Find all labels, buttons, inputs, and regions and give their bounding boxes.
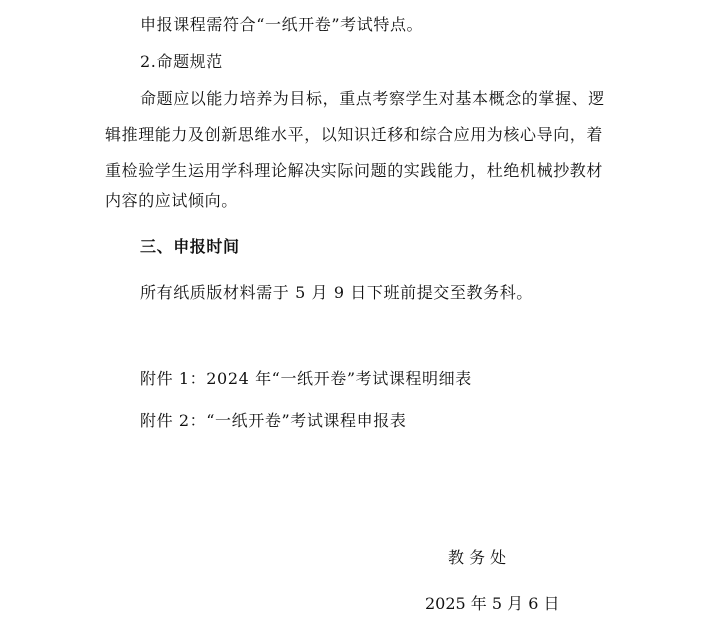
section-2-title: 2.命题规范: [140, 52, 223, 71]
attachment-2: 附件 2：“一纸开卷”考试课程申报表: [140, 411, 407, 430]
paragraph-line-2: 辑推理能力及创新思维水平，以知识迁移和综合应用为核心导向，着: [105, 125, 604, 144]
paragraph-line-4: 内容的应试倾向。: [105, 191, 238, 210]
paragraph-line-1: 命题应以能力培养为目标，重点考察学生对基本概念的掌握、逻: [140, 89, 605, 108]
attachment-1: 附件 1：2024 年“一纸开卷”考试课程明细表: [140, 369, 472, 388]
signature-date: 2025 年 5 月 6 日: [425, 594, 560, 613]
section-3-heading: 三、申报时间: [140, 237, 240, 256]
signature-office: 教 务 处: [448, 548, 507, 567]
section-3-body: 所有纸质版材料需于 5 月 9 日下班前提交至教务科。: [140, 283, 533, 302]
requirement-line: 申报课程需符合“一纸开卷”考试特点。: [140, 15, 424, 34]
paragraph-line-3: 重检验学生运用学科理论解决实际问题的实践能力，杜绝机械抄教材: [105, 161, 604, 180]
